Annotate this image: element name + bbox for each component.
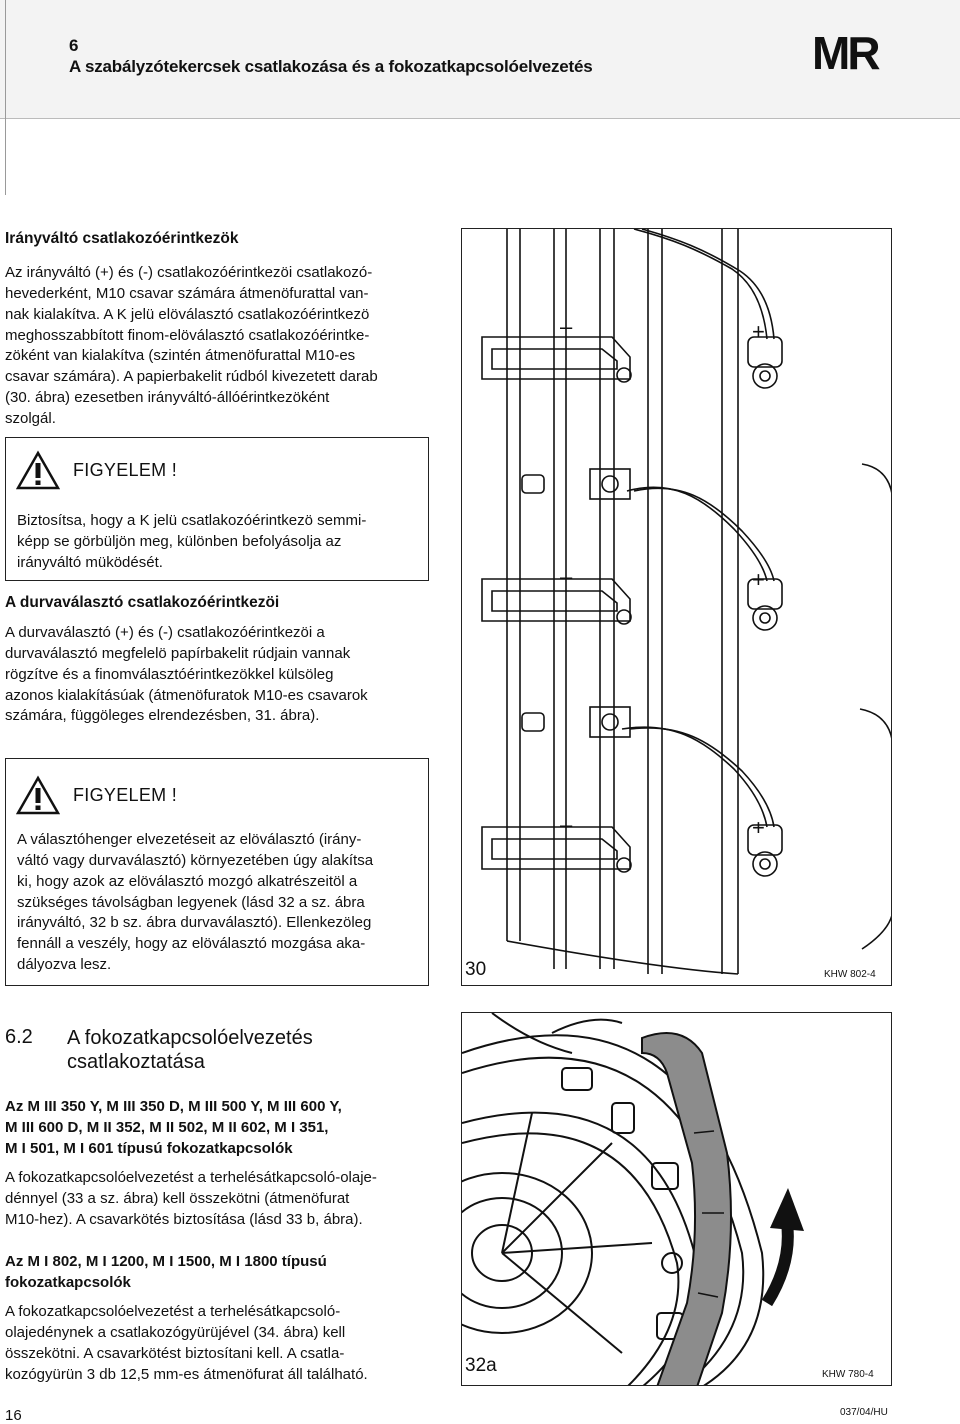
figure-30-drawing — [462, 229, 892, 986]
body-line: A fokozatkapcsolóelvezetést a terhelésátkapcsoló- — [5, 1303, 341, 1320]
warning-triangle-icon — [16, 775, 60, 815]
section-title-line: A fokozatkapcsolóelvezetés — [67, 1027, 313, 1049]
figure-30 — [461, 228, 892, 986]
figure-number: 32a — [465, 1355, 497, 1376]
warning-line: irányváltó, 32 b sz. ábra durvaválasztó). Ellenkezöleg — [17, 914, 372, 931]
minus-label: – — [560, 812, 573, 837]
warning-line: szükséges távolságban legyenek (lásd 32 a sz. ábra — [17, 894, 365, 911]
body-line: csavar számára). A papierbakelit rúdból kivezetett darab — [5, 368, 378, 385]
document-code: 037/04/HU — [840, 1407, 888, 1418]
warning-line: Biztosítsa, hogy a K jelü csatlakozóérintkezö semmi- — [17, 512, 367, 529]
body-line: összekötni. A csavarkötést biztosítani kell. A csatla- — [5, 1345, 345, 1362]
warning-box — [5, 758, 429, 986]
body-line: durvaválasztó megfelelö papírbakelit rúdjain vannak — [5, 645, 351, 662]
warning-title: FIGYELEM ! — [73, 785, 178, 805]
page-number: 16 — [5, 1407, 22, 1424]
figure-code: KHW 802-4 — [824, 969, 876, 980]
body-line: számára, függöleges elrendezésben, 31. ábra). — [5, 707, 320, 724]
body-line: (30. ábra) ezesetben irányváltó-állóérintkezöként — [5, 389, 330, 406]
minus-label: – — [560, 564, 573, 589]
mr-logo: MR — [812, 27, 878, 79]
body-line: A fokozatkapcsolóelvezetést a terhelésátkapcsoló-olaje- — [5, 1169, 377, 1186]
body-line: kozógyürün 3 db 12,5 mm-es átmenöfurat áll található. — [5, 1366, 368, 1383]
plus-label: + — [752, 815, 765, 840]
minus-label: – — [560, 314, 573, 339]
body-line: rögzítve és a finomválasztóérintkezökkel külsöleg — [5, 666, 334, 683]
figure-32a-drawing — [462, 1013, 892, 1386]
warning-line: A választóhenger elvezetéseit az elöválasztó (irány- — [17, 831, 362, 848]
section-title — [67, 1026, 367, 1074]
warning-box — [5, 437, 429, 581]
plus-label: + — [752, 319, 765, 344]
body-line: szolgál. — [5, 410, 56, 427]
body-line: nak kialakítva. A K jelü elöválasztó csatlakozóérintkezö — [5, 306, 370, 323]
body-line: M10-hez). A csavarkötés biztosítása (lásd 33 b, ábra). — [5, 1211, 363, 1228]
body-line: hevederként, M10 csavar számára átmenöfurattal van- — [5, 285, 369, 302]
heading-line: M III 600 D, M II 352, M II 502, M II 602, M I 351, — [5, 1119, 329, 1136]
body-line: olajedénynek a csatlakozógyürüjével (34. ábra) kell — [5, 1324, 346, 1341]
heading-line: Az M I 802, M I 1200, M I 1500, M I 1800 típusú — [5, 1253, 327, 1270]
heading-line: fokozatkapcsolók — [5, 1274, 131, 1291]
chapter-number: 6 — [69, 36, 79, 55]
warning-title: FIGYELEM ! — [73, 460, 178, 480]
warning-line: ki, hogy azok az elöválasztó mozgó alkatrészeitöl a — [17, 873, 358, 890]
body-line: dénnyel (33 a sz. ábra) kell összekötni (átmenöfurat — [5, 1190, 350, 1207]
warning-line: fennáll a veszély, hogy az elöválasztó mozgása aka- — [17, 935, 366, 952]
heading-line: M I 501, M I 601 típusú fokozatkapcsolók — [5, 1140, 293, 1157]
figure-32a — [461, 1012, 892, 1386]
warning-line: képp se görbüljön meg, különben befolyásolja az — [17, 533, 342, 550]
section-heading-direction-contacts: Irányváltó csatlakozóérintkezök — [5, 230, 239, 247]
body-line: Az irányváltó (+) és (-) csatlakozóérintkezöi csatlakozó- — [5, 264, 373, 281]
header-rule — [0, 118, 960, 119]
body-line: meghosszabbított finom-elöválasztó csatlakozóérintke- — [5, 327, 370, 344]
plus-label: + — [752, 567, 765, 592]
body-line: azonos kialakításúak (átmenöfuratok M10-es csavarok — [5, 687, 368, 704]
warning-line: váltó vagy durvaválasztó) környezetében úgy alakítsa — [17, 852, 374, 869]
section-title-line: csatlakoztatása — [67, 1051, 205, 1073]
section-number: 6.2 — [5, 1026, 33, 1048]
section-heading-coarse-contacts: A durvaválasztó csatlakozóérintkezöi — [5, 594, 280, 611]
warning-line: dályozva lesz. — [17, 956, 112, 973]
chapter-title: A szabályzótekercsek csatlakozása és a fokozatkapcsolóelvezetés — [69, 57, 593, 76]
margin-line — [5, 0, 6, 195]
body-line: zöként van kialakítva (szintén átmenöfurattal M10-es — [5, 347, 356, 364]
figure-code: KHW 780-4 — [822, 1369, 874, 1380]
warning-triangle-icon — [16, 450, 60, 490]
heading-line: Az M III 350 Y, M III 350 D, M III 500 Y, M III 600 Y, — [5, 1098, 342, 1115]
warning-line: irányváltó müködését. — [17, 554, 163, 571]
figure-number: 30 — [465, 959, 487, 980]
body-line: A durvaválasztó (+) és (-) csatlakozóérintkezöi a — [5, 624, 325, 641]
